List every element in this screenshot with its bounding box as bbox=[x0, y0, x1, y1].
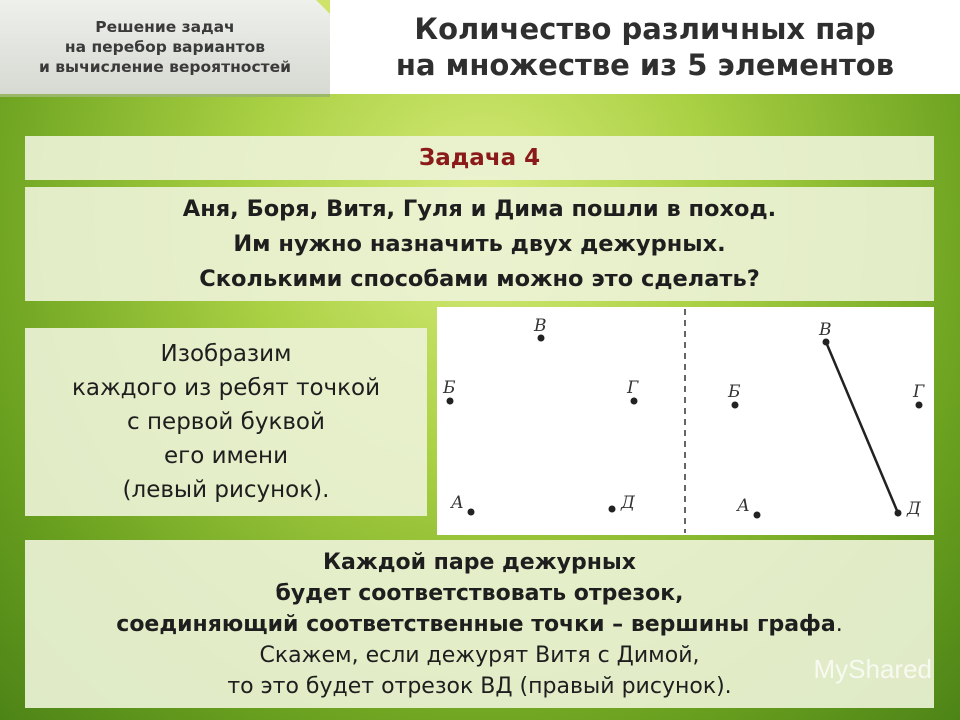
watermark-logo: MyShared bbox=[813, 654, 932, 684]
slide-title bbox=[330, 0, 960, 94]
conclusion-bold-line: Каждой паре дежурных bbox=[322, 549, 636, 575]
graph-svg bbox=[437, 307, 934, 535]
point-g-right bbox=[916, 402, 923, 409]
point-g-left bbox=[631, 398, 638, 405]
edge-vd bbox=[826, 342, 898, 513]
conclusion-bold-line: будет соответствовать отрезок, bbox=[275, 580, 684, 606]
task-line: Им нужно назначить двух дежурных. bbox=[233, 230, 726, 257]
explanation-line: Изобразим bbox=[160, 341, 292, 367]
header-left-line: Решение задач bbox=[95, 18, 235, 36]
explanation-line: (левый рисунок). bbox=[122, 477, 330, 503]
point-d-right bbox=[895, 510, 902, 517]
conclusion-line: то это будет отрезок ВД (правый рисунок). bbox=[227, 673, 732, 699]
conclusion-line: Скажем, если дежурят Витя с Димой, bbox=[259, 642, 700, 668]
explanation-line: каждого из ребят точкой bbox=[71, 375, 381, 401]
label-a-right: А bbox=[737, 496, 750, 516]
label-d-left: Д bbox=[621, 493, 635, 513]
label-v-right: В bbox=[819, 320, 832, 340]
label-v-left: В bbox=[534, 316, 547, 336]
explanation-panel bbox=[25, 328, 427, 516]
task-line: Сколькими способами можно это сделать? bbox=[199, 265, 760, 292]
point-a-left bbox=[468, 509, 475, 516]
explanation-line: его имени bbox=[163, 443, 289, 469]
point-b-left bbox=[447, 398, 454, 405]
label-b-right: Б bbox=[728, 382, 741, 402]
label-b-left: Б bbox=[443, 378, 456, 398]
slide-title-line: Количество различных пар bbox=[414, 12, 876, 46]
task-line: Аня, Боря, Витя, Гуля и Дима пошли в поход. bbox=[182, 195, 777, 222]
task-statement bbox=[25, 187, 934, 301]
label-a-left: А bbox=[451, 493, 464, 513]
header-section-label bbox=[0, 0, 330, 97]
header-left-line: на перебор вариантов bbox=[64, 38, 266, 56]
point-b-right bbox=[732, 402, 739, 409]
explanation-line: с первой буквой bbox=[127, 409, 325, 435]
label-g-right: Г bbox=[913, 382, 925, 402]
point-a-right bbox=[754, 512, 761, 519]
conclusion-period: . bbox=[835, 611, 843, 637]
slide-title-line: на множестве из 5 элементов bbox=[395, 48, 895, 82]
label-g-left: Г bbox=[627, 378, 639, 398]
task-title: Задача 4 bbox=[25, 136, 934, 180]
conclusion-bold-text: соединяющий соответственные точки – вершины графа bbox=[116, 611, 836, 637]
conclusion-bold-line-wrap bbox=[116, 609, 842, 640]
label-d-right: Д bbox=[907, 499, 921, 519]
header-left-line: и вычисление вероятностей bbox=[38, 58, 292, 76]
graph-figure bbox=[437, 307, 934, 535]
point-d-left bbox=[609, 506, 616, 513]
conclusion-panel bbox=[25, 540, 934, 708]
